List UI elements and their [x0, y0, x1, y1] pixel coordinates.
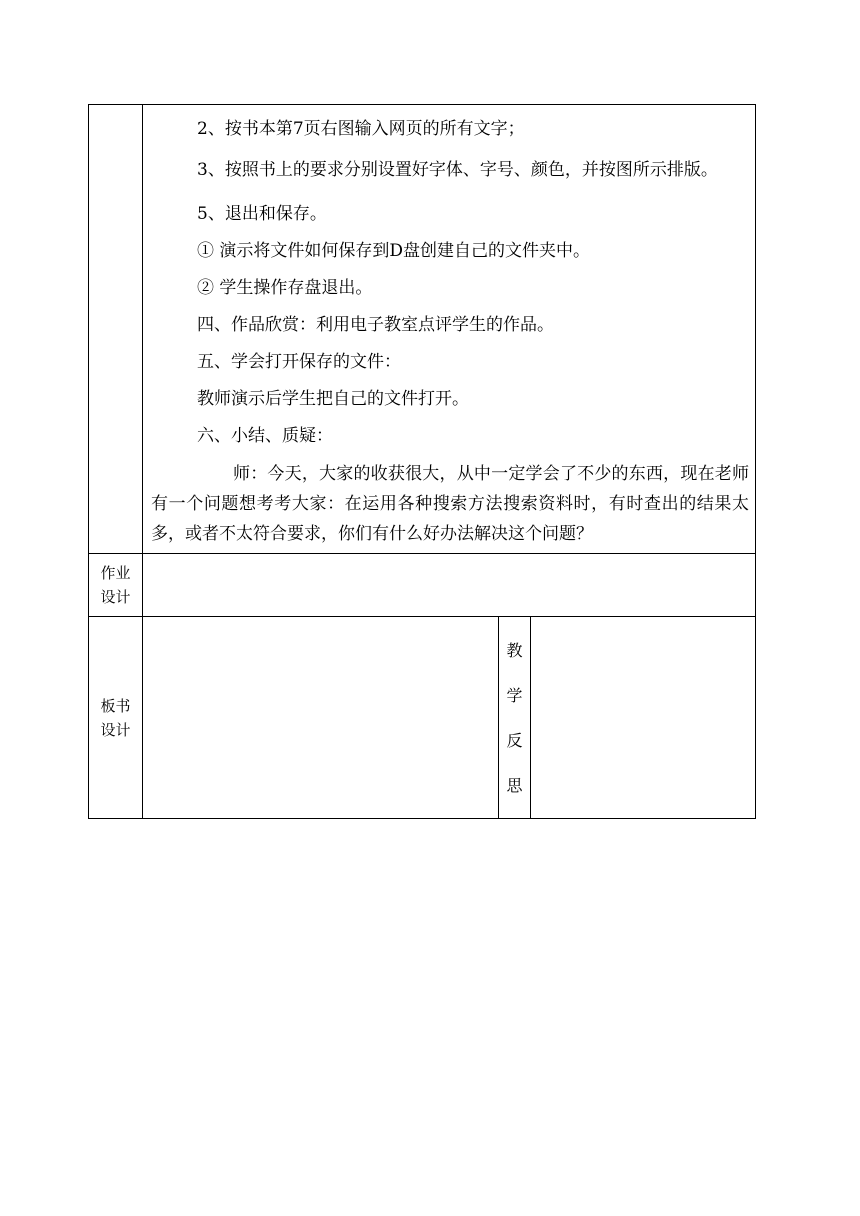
process-label-cell	[89, 105, 143, 554]
reflection-char-1: 教	[506, 640, 523, 660]
reflection-char-4: 思	[506, 775, 523, 795]
process-content-cell	[143, 105, 756, 554]
step-3: 3、按照书上的要求分别设置好字体、字号、颜色，并按图所示排版。	[197, 160, 718, 180]
section-5: 五、学会打开保存的文件：	[197, 352, 401, 372]
lesson-plan-table	[88, 104, 756, 819]
step-5-sub-2: ② 学生操作存盘退出。	[197, 278, 373, 298]
homework-content-cell	[143, 554, 756, 617]
step-2: 2、按书本第7页右图输入网页的所有文字；	[197, 119, 525, 139]
reflection-char-2: 学	[506, 685, 523, 705]
homework-label	[89, 554, 143, 617]
board-label-line-1: 板书	[100, 696, 131, 715]
summary-paragraph: 师：今天，大家的收获很大，从中一定学会了不少的东西，现在老师有一个问题想考考大家：在运用各种搜索方法搜索资料时，有时查出的结果太多，或者不太符合要求，你们有什么好办法解决这个问题？	[151, 464, 750, 544]
reflection-char-3: 反	[506, 730, 523, 750]
homework-label-line-2: 设计	[100, 588, 131, 606]
homework-label-line-1: 作业	[100, 564, 131, 582]
section-5-detail: 教师演示后学生把自己的文件打开。	[197, 389, 469, 409]
board-content-cell	[143, 617, 499, 819]
teaching-process-row	[89, 105, 756, 554]
homework-row	[89, 554, 756, 617]
board-label-line-2: 设计	[100, 720, 131, 739]
step-5-sub-1: ① 演示将文件如何保存到D盘创建自己的文件夹中。	[197, 241, 591, 261]
board-label	[89, 617, 143, 819]
reflection-label	[499, 617, 531, 819]
board-reflection-row	[89, 617, 756, 819]
reflection-content-cell	[531, 617, 756, 819]
step-5: 5、退出和保存。	[197, 204, 327, 224]
section-6: 六、小结、质疑：	[197, 426, 333, 446]
section-4: 四、作品欣赏：利用电子教室点评学生的作品。	[197, 315, 554, 335]
